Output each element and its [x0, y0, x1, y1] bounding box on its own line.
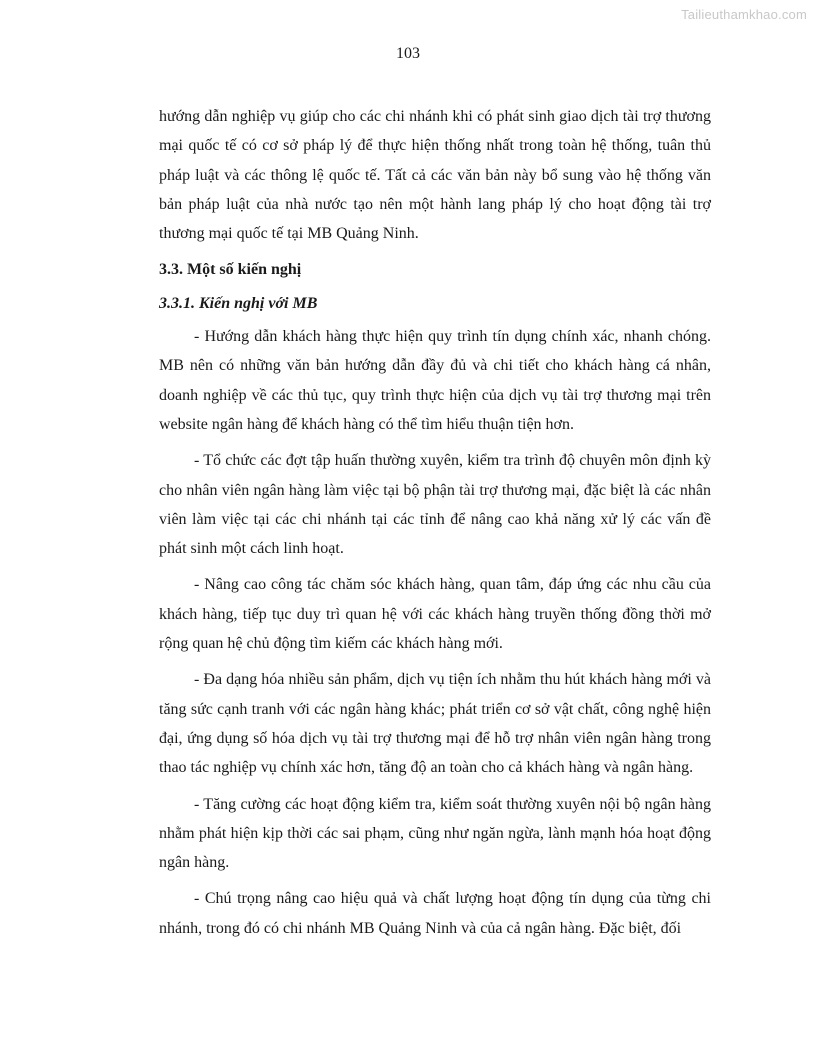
recommendation-paragraph: - Chú trọng nâng cao hiệu quả và chất lượng hoạt động tín dụng của từng chi nhánh, trong đó có chi nhánh MB Quảng Ninh và của cả ngân hàng. Đặc biệt, đối [159, 890, 711, 937]
recommendation-paragraph: - Hướng dẫn khách hàng thực hiện quy trình tín dụng chính xác, nhanh chóng. MB nên có những văn bản hướng dẫn đầy đủ và chi tiết cho khách hàng cá nhân, doanh nghiệp về các thủ tục, quy trình thực hiện của dịch vụ tài trợ thương mại trên website ngân hàng để khách hàng có thể tìm hiểu thuận tiện hơn. [159, 328, 711, 433]
document-body [159, 102, 711, 950]
recommendation-paragraph: - Tổ chức các đợt tập huấn thường xuyên, kiểm tra trình độ chuyên môn định kỳ cho nhân viên ngân hàng làm việc tại bộ phận tài trợ thương mại, đặc biệt là các nhân viên làm việc tại các chi nhánh tại các tỉnh để nâng cao khả năng xử lý các vấn đề phát sinh một cách linh hoạt. [159, 452, 711, 558]
watermark: Tailieuthamkhao.com [681, 7, 807, 22]
subsection-heading: 3.3.1. Kiến nghị với MB [159, 294, 318, 312]
recommendation-paragraph: - Đa dạng hóa nhiều sản phẩm, dịch vụ tiện ích nhằm thu hút khách hàng mới và tăng sức cạnh tranh với các ngân hàng khác; phát triển cơ sở vật chất, công nghệ hiện đại, ứng dụng số hóa dịch vụ tài trợ thương mại để hỗ trợ nhân viên ngân hàng trong thao tác nghiệp vụ chính xác hơn, tăng độ an toàn cho cả khách hàng và ngân hàng. [159, 671, 711, 777]
section-heading: 3.3. Một số kiến nghị [159, 261, 302, 279]
recommendation-paragraph: - Nâng cao công tác chăm sóc khách hàng, quan tâm, đáp ứng các nhu cầu của khách hàng, tiếp tục duy trì quan hệ với các khách hàng truyền thống đồng thời mở rộng quan hệ chủ động tìm kiếm các khách hàng mới. [159, 576, 711, 653]
recommendation-paragraph: - Tăng cường các hoạt động kiểm tra, kiểm soát thường xuyên nội bộ ngân hàng nhằm phát hiện kịp thời các sai phạm, cũng như ngăn ngừa, lành mạnh hóa hoạt động ngân hàng. [159, 795, 711, 872]
paragraph-continuation: hướng dẫn nghiệp vụ giúp cho các chi nhánh khi có phát sinh giao dịch tài trợ thương mại quốc tế có cơ sở pháp lý để thực hiện thống nhất trong toàn hệ thống, tuân thủ pháp luật và các thông lệ quốc tế. Tất cả các văn bản này bổ sung vào hệ thống văn bản pháp luật của nhà nước tạo nên một hành lang pháp lý cho hoạt động tài trợ thương mại quốc tế tại MB Quảng Ninh. [159, 108, 711, 243]
page-number: 103 [396, 45, 420, 62]
